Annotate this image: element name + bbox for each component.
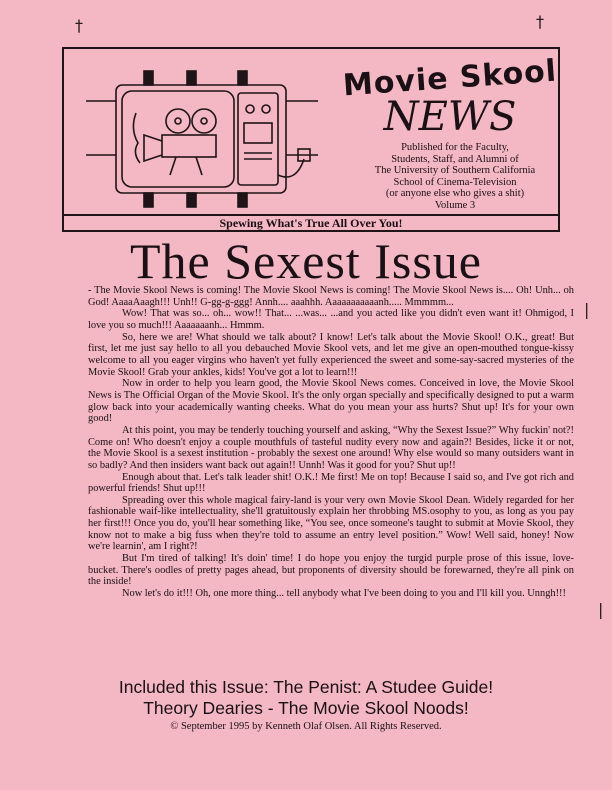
pubinfo-line: Volume 3 bbox=[434, 199, 476, 211]
registration-mark-icon: † bbox=[75, 16, 83, 35]
masthead-news-title: NEWS bbox=[383, 94, 517, 140]
pubinfo-line: The University of Southern California bbox=[374, 165, 536, 176]
footer-contents-line: Theory Dearies - The Movie Skool Noods! bbox=[143, 698, 469, 718]
pubinfo-line: School of Cinema-Television bbox=[393, 176, 517, 188]
copyright-notice: © September 1995 by Kenneth Olaf Olsen. All Rights Reserved. bbox=[170, 721, 442, 732]
publication-info bbox=[350, 142, 560, 211]
article-paragraph: Spreading over this whole magical fairy-land is your very own Movie Skool Dean. Widely regarded for her fashionable waif-like intellectuality, she'll gratuitously explain her throbbing MS.osophy to you, as long as you pay her first!!! Once you do, you'll hear something like, “You see, once someone's taught to submit at Movie Skool, they know not to make a big fuss when they're told to assume an entry level position.” Wow! Well said, honey! Now we're learnin', am I right?! bbox=[88, 494, 574, 553]
article-body bbox=[88, 285, 574, 600]
article-paragraph: Now let's do it!!! Oh, one more thing... tell anybody what I've been doing to you and I'll kill you. Unngh!!! bbox=[122, 588, 566, 600]
tagline: Spewing What's True All Over You! bbox=[62, 214, 560, 232]
article-paragraph: Wow! That was so... oh... wow!! That... ...was... ...and you acted like you didn't even want it! Ohmigod, I love you so much!!! Aaaaaaanh... Hmmm. bbox=[88, 308, 574, 331]
masthead bbox=[62, 47, 560, 232]
page-title: The Sexest Issue bbox=[129, 233, 483, 289]
article-paragraph: Now in order to help you learn good, the Movie Skool News comes. Conceived in love, the Movie Skool News is The Official Organ of the Movie Skool. It's the only organ specially and specifically designed to put a warm glow back into your academically wanting cheeks. What do you mean your ass hurts? Shut up! It's for your own good! bbox=[88, 378, 574, 425]
footer-contents-line: Included this Issue: The Penist: A Studee Guide! bbox=[118, 677, 494, 697]
masthead-script-title: Movie Skool bbox=[341, 53, 559, 104]
article-paragraph: - The Movie Skool News is coming! The Movie Skool News is coming! The Movie Skool News is.... Oh! Unh... oh God! AaaaAaagh!!! Unh!! G-gg-g-ggg! Annh.... aaahhh. Aaaaaaaaaaanh..... Mmmmm... bbox=[88, 285, 574, 308]
registration-mark-icon: | bbox=[584, 300, 590, 319]
pubinfo-line: (or anyone else who gives a shit) bbox=[385, 188, 525, 199]
television-illustration-icon bbox=[86, 63, 318, 213]
registration-mark-icon: | bbox=[598, 600, 604, 619]
article-paragraph: At this point, you may be tenderly touching yourself and asking, “Why the Sexest Issue?” Why fuckin' not?! Come on! Who doesn't enjoy a couple mouthfuls of tasteful nudity every now and again?! Besides, licke it or not, the Movie Skool is a sexest institution - probably the sexest one around! Why else would so many outsiders want in so badly? And then insiders want back out again!! Unnh! Was it good for you? Shut up!! bbox=[88, 424, 574, 471]
article-paragraph: Enough about that. Let's talk leader shit! O.K.! Me first! Me on top! Because I said so, and I've got rich and powerful friends! Shut up!!! bbox=[88, 471, 574, 495]
pubinfo-line: Students, Staff, and Alumni of bbox=[391, 153, 519, 165]
article-paragraph: So, here we are! What should we talk about? I know! Let's talk about the Movie Skool! O.K., great! But first, let me just say hello to all you debauched Movie Skool vets, and let me give an open-mouthed tongue-kissy welcome to all you eager virgins who haven't yet fully experienced the sweet and some-say-sacred mysteries of the Movie Skool! Grab your ankles, kids! You've got a lot to learn!!! bbox=[88, 331, 574, 378]
article-paragraph: But I'm tired of talking! It's doin' time! I do hope you enjoy the turgid purple prose of this issue, love-bucket. There's oodles of pretty pages ahead, but proponents of diversity should be forewarned, they're all pink on the inside! bbox=[88, 553, 574, 588]
pubinfo-line: Published for the Faculty, bbox=[401, 142, 509, 153]
registration-mark-icon: † bbox=[536, 12, 544, 31]
